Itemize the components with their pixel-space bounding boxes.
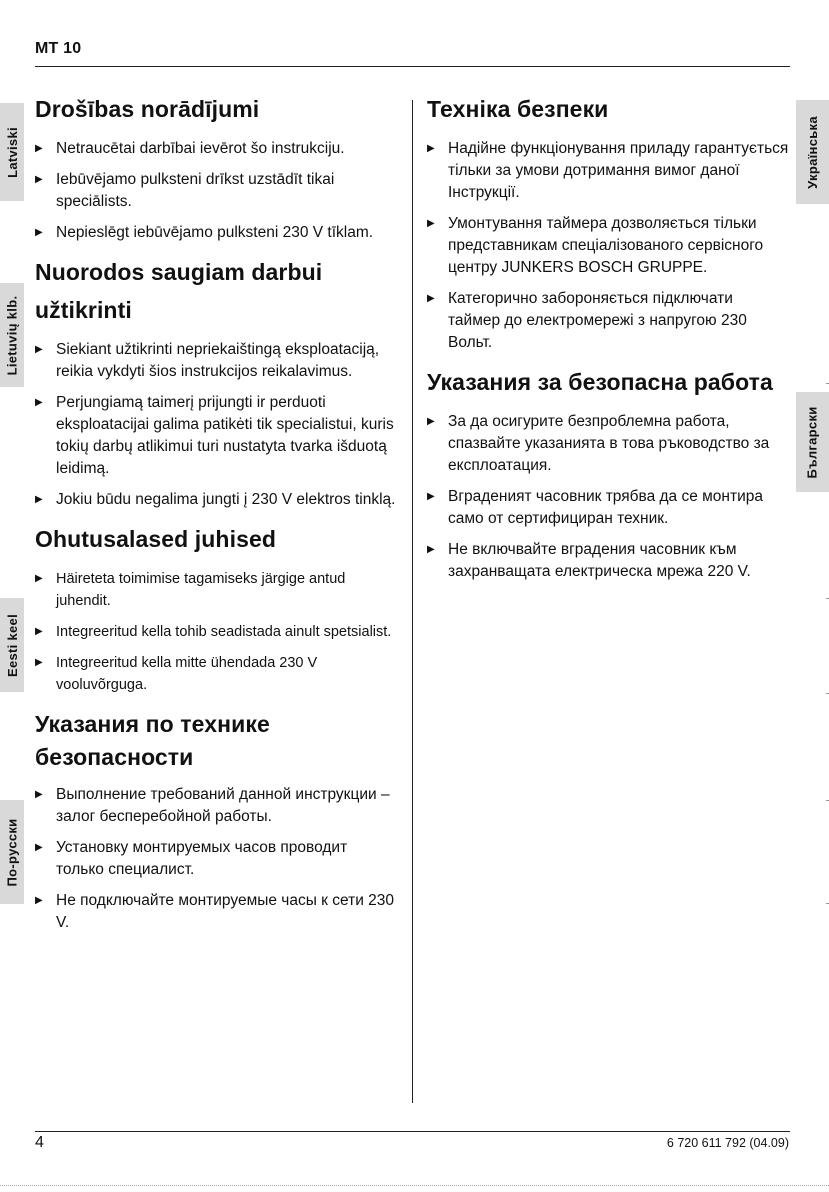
list-item bbox=[35, 489, 397, 511]
list-item-text: Integreeritud kella mitte ühendada 230 V vooluvõrguga. bbox=[56, 655, 318, 693]
list-item bbox=[427, 411, 789, 477]
bullet-triangle-icon: ▶ bbox=[35, 143, 43, 154]
list-item-text: Установку монтируемых часов проводит только специалист. bbox=[56, 839, 348, 878]
list-item-text: Jokiu būdu negalima jungti į 230 V elektros tinklą. bbox=[56, 491, 396, 508]
list-item bbox=[427, 539, 789, 583]
language-tab-russian[interactable] bbox=[0, 800, 24, 904]
column-divider bbox=[412, 100, 413, 1103]
list-item bbox=[35, 621, 397, 643]
bullet-triangle-icon: ▶ bbox=[35, 895, 43, 906]
bullet-triangle-icon: ▶ bbox=[427, 416, 435, 427]
list-item-text: Не подключайте монтируемые часы к сети 230 V. bbox=[56, 892, 395, 931]
footer-rule bbox=[35, 1131, 790, 1132]
language-tab-label: Lietuvių klb. bbox=[4, 295, 20, 375]
language-tab-label: По-русски bbox=[4, 818, 20, 886]
section-russian bbox=[35, 708, 397, 934]
bullet-list bbox=[427, 138, 789, 354]
list-item-text: Не включвайте вградения часовник към захранващата електрическа мрежа 220 V. bbox=[448, 541, 751, 580]
list-item-text: Вграденият часовник трябва да се монтира само от сертифициран техник. bbox=[448, 488, 763, 527]
list-item-text: Integreeritud kella tohib seadistada ainult spetsialist. bbox=[56, 624, 392, 640]
language-tab-label: Українська bbox=[805, 115, 820, 189]
section-estonian bbox=[35, 520, 397, 696]
left-column bbox=[35, 90, 397, 943]
bullet-triangle-icon: ▶ bbox=[35, 573, 43, 584]
section-latvian bbox=[35, 90, 397, 244]
section-lithuanian bbox=[35, 253, 397, 511]
language-tab-lithuanian[interactable] bbox=[0, 283, 24, 387]
document-number: 6 720 611 792 (04.09) bbox=[666, 1136, 789, 1150]
language-tab-ukrainian[interactable] bbox=[796, 100, 829, 204]
list-item bbox=[35, 222, 397, 244]
language-tab-estonian[interactable] bbox=[0, 598, 24, 692]
list-item bbox=[35, 837, 397, 881]
bullet-triangle-icon: ▶ bbox=[35, 789, 43, 800]
page-number: 4 bbox=[35, 1134, 44, 1151]
section-title: Техніка безпеки bbox=[427, 96, 609, 122]
list-item bbox=[35, 392, 397, 480]
header-rule bbox=[35, 66, 790, 67]
page-bottom-edge bbox=[0, 1185, 829, 1186]
bullet-triangle-icon: ▶ bbox=[427, 293, 435, 304]
list-item-text: Категорично забороняється підключати таймер до електромережі з напругою 230 Вольт. bbox=[448, 290, 747, 351]
list-item-text: Siekiant užtikrinti nepriekaištingą eksploataciją, reikia vykdyti šios instrukcijos reikalavimus. bbox=[56, 341, 380, 380]
list-item bbox=[35, 652, 397, 696]
list-item bbox=[427, 138, 789, 204]
bullet-triangle-icon: ▶ bbox=[35, 626, 43, 637]
language-tab-bulgarian[interactable] bbox=[796, 392, 829, 492]
list-item-text: Выполнение требований данной инструкции – залог бесперебойной работы. bbox=[56, 786, 390, 825]
list-item-text: За да осигурите безпроблемна работа, спазвайте указанията в това ръководство за експлоатация. bbox=[448, 413, 770, 474]
language-tab-latvian[interactable] bbox=[0, 103, 24, 201]
bullet-list bbox=[35, 568, 397, 696]
language-tab-label: Latviski bbox=[4, 126, 20, 178]
list-item-text: Умонтування таймера дозволяється тільки представникам спеціалізованого сервісного центру JUNKERS BOSCH GRUPPE. bbox=[448, 215, 764, 276]
section-title: Nuorodos saugiam darbui užtikrinti bbox=[35, 259, 323, 323]
list-item bbox=[35, 890, 397, 934]
list-item bbox=[35, 784, 397, 828]
right-column bbox=[427, 90, 789, 592]
section-title: Указания за безопасна работа bbox=[427, 369, 773, 395]
bullet-triangle-icon: ▶ bbox=[35, 174, 43, 185]
list-item bbox=[35, 169, 397, 213]
language-tab-label: Български bbox=[805, 405, 820, 479]
list-item-text: Iebūvējamo pulksteni drīkst uzstādīt tikai speciālists. bbox=[56, 171, 335, 210]
bullet-triangle-icon: ▶ bbox=[427, 218, 435, 229]
bullet-list bbox=[35, 339, 397, 511]
bullet-triangle-icon: ▶ bbox=[35, 657, 43, 668]
bullet-triangle-icon: ▶ bbox=[35, 227, 43, 238]
bullet-triangle-icon: ▶ bbox=[427, 143, 435, 154]
section-title: Drošības norādījumi bbox=[35, 96, 260, 122]
section-title: Указания по технике безопасности bbox=[35, 711, 270, 770]
bullet-list bbox=[427, 411, 789, 583]
bullet-list bbox=[35, 138, 397, 244]
list-item bbox=[427, 288, 789, 354]
bullet-triangle-icon: ▶ bbox=[427, 491, 435, 502]
section-ukrainian bbox=[427, 90, 789, 354]
list-item bbox=[35, 568, 397, 612]
bullet-triangle-icon: ▶ bbox=[35, 397, 43, 408]
list-item-text: Надійне функціонування приладу гарантується тільки за умови дотримання вимог даної Інструкції. bbox=[448, 140, 789, 201]
list-item-text: Nepieslēgt iebūvējamo pulksteni 230 V tīklam. bbox=[56, 224, 374, 241]
list-item bbox=[427, 213, 789, 279]
language-tab-label: Eesti keel bbox=[4, 613, 20, 677]
page-header-title: MT 10 bbox=[35, 40, 82, 57]
bullet-list bbox=[35, 784, 397, 934]
bullet-triangle-icon: ▶ bbox=[35, 842, 43, 853]
bullet-triangle-icon: ▶ bbox=[35, 344, 43, 355]
bullet-triangle-icon: ▶ bbox=[35, 494, 43, 505]
list-item-text: Perjungiamą taimerį prijungti ir perduoti eksploatacijai galima patikėti tik specialistui, kuris tokių darbų atlikimui turi nustatyta tvarka išduotą leidimą. bbox=[56, 394, 394, 477]
section-title: Ohutusalased juhised bbox=[35, 526, 276, 552]
bullet-triangle-icon: ▶ bbox=[427, 544, 435, 555]
list-item bbox=[35, 138, 397, 160]
list-item bbox=[35, 339, 397, 383]
list-item bbox=[427, 486, 789, 530]
list-item-text: Häireteta toimimise tagamiseks järgige antud juhendit. bbox=[56, 571, 346, 609]
list-item-text: Netraucētai darbībai ievērot šo instrukciju. bbox=[56, 140, 345, 157]
section-bulgarian bbox=[427, 363, 789, 583]
